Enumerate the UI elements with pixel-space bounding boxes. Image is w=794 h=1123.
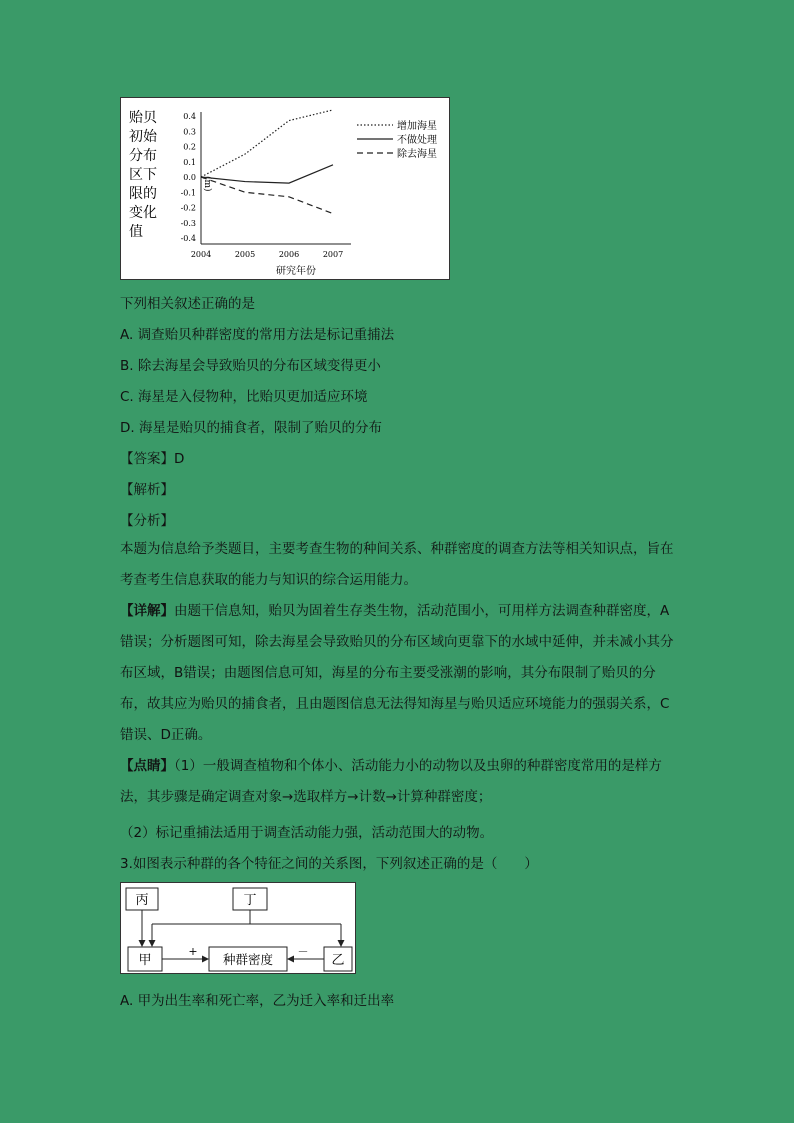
y-axis-label bbox=[129, 110, 158, 240]
detail-text: 由题干信息知，贻贝为固着生存类生物，活动范围小，可用样方法调查种群密度，A错误；分析题图可知，除去海星会导致贻贝的分布区域向更靠下的水域中延伸，并未减小其分布区域，B错误；由题图信息可知，海星的分布主要受涨潮的影响，其分布限制了贻贝的分布，故其应为贻贝的捕食者，且由题图信息无法得知海星与贻贝适应环境能力的强弱关系，C错误、D正确。 bbox=[120, 603, 674, 743]
detail-label: 【详解】 bbox=[120, 603, 174, 619]
y-label-chars-5: 变化 bbox=[129, 205, 157, 221]
detail-paragraph bbox=[120, 596, 680, 751]
legend-label-2: 除去海星 bbox=[397, 149, 437, 160]
y-label-chars-0: 贻贝 bbox=[129, 110, 157, 126]
x-axis-label: 研究年份 bbox=[276, 266, 316, 277]
legend bbox=[357, 119, 437, 160]
option-a: A. 调查贻贝种群密度的常用方法是标记重捕法 bbox=[120, 327, 395, 343]
answer-label: 【答案】 bbox=[120, 451, 174, 467]
figure-2-diagram bbox=[120, 882, 356, 974]
y-label-chars-4: 限的 bbox=[129, 186, 157, 202]
series-line-0 bbox=[201, 110, 333, 177]
explanation-label: 【解析】 bbox=[120, 482, 174, 498]
y-tick-label: 0.1 bbox=[183, 157, 196, 167]
y-label-chars-2: 分布 bbox=[129, 148, 157, 164]
y-label-chars-3: 区下 bbox=[129, 167, 157, 183]
x-ticks bbox=[191, 250, 343, 259]
jia-label: 甲 bbox=[138, 953, 152, 968]
relation-diagram bbox=[121, 883, 357, 975]
tip-text-2: （2）标记重捕法适用于调查活动能力强，活动范围大的动物。 bbox=[120, 825, 494, 841]
y-label-chars-6: 值 bbox=[129, 224, 143, 240]
ding-label: 丁 bbox=[243, 893, 257, 908]
yi-label: 乙 bbox=[331, 953, 345, 968]
y-tick-label: -0.2 bbox=[180, 203, 196, 213]
density-label: 种群密度 bbox=[222, 952, 274, 967]
option-b: B. 除去海星会导致贻贝的分布区域变得更小 bbox=[120, 358, 381, 374]
tip-paragraph bbox=[120, 751, 680, 813]
y-unit-label: (m) bbox=[202, 176, 212, 192]
answer-line bbox=[120, 447, 184, 467]
tip-label: 【点睛】 bbox=[120, 758, 174, 774]
x-tick-label: 2005 bbox=[234, 250, 256, 259]
legend-label-1: 不做处理 bbox=[397, 135, 437, 146]
option-c: C. 海星是入侵物种，比贻贝更加适应环境 bbox=[120, 389, 368, 405]
y-tick-label: 0.2 bbox=[183, 142, 196, 152]
y-tick-label: -0.4 bbox=[180, 234, 196, 243]
bing-label: 丙 bbox=[135, 893, 149, 908]
legend-label-0: 增加海星 bbox=[397, 121, 437, 132]
y-ticks bbox=[181, 112, 196, 243]
option-3a: A. 甲为出生率和死亡率，乙为迁入率和迁出率 bbox=[120, 993, 395, 1009]
question-stem: 下列相关叙述正确的是 bbox=[120, 296, 255, 312]
series-group bbox=[201, 110, 333, 214]
line-chart bbox=[121, 98, 451, 281]
x-tick-label: 2004 bbox=[190, 250, 212, 259]
plus-sign: + bbox=[188, 945, 198, 958]
y-tick-label: 0.4 bbox=[183, 112, 196, 121]
figure-1-chart bbox=[120, 97, 450, 280]
y-tick-label: 0.0 bbox=[183, 173, 196, 182]
x-tick-label: 2006 bbox=[278, 250, 300, 259]
analysis-text: 本题为信息给予类题目，主要考查生物的种间关系、种群密度的调查方法等相关知识点，旨在考查考生信息获取的能力与知识的综合运用能力。 bbox=[120, 541, 674, 588]
x-tick-label: 2007 bbox=[322, 250, 344, 259]
series-line-1 bbox=[201, 165, 333, 183]
question-3: 3.如图表示种群的各个特征之间的关系图，下列叙述正确的是（ ） bbox=[120, 856, 538, 872]
y-label-chars-1: 初始 bbox=[129, 129, 157, 145]
tip-text-1: （1）一般调查植物和个体小、活动能力小的动物以及虫卵的种群密度常用的是样方法，其步骤是确定调查对象→选取样方→计数→计算种群密度； bbox=[120, 758, 662, 805]
answer-value: D bbox=[174, 451, 185, 467]
minus-sign: － bbox=[297, 945, 309, 958]
y-tick-label: 0.3 bbox=[183, 127, 196, 137]
y-tick-label: -0.3 bbox=[180, 218, 196, 228]
analysis-label: 【分析】 bbox=[120, 513, 174, 529]
y-tick-label: -0.1 bbox=[180, 188, 196, 198]
option-d: D. 海星是贻贝的捕食者，限制了贻贝的分布 bbox=[120, 420, 382, 436]
